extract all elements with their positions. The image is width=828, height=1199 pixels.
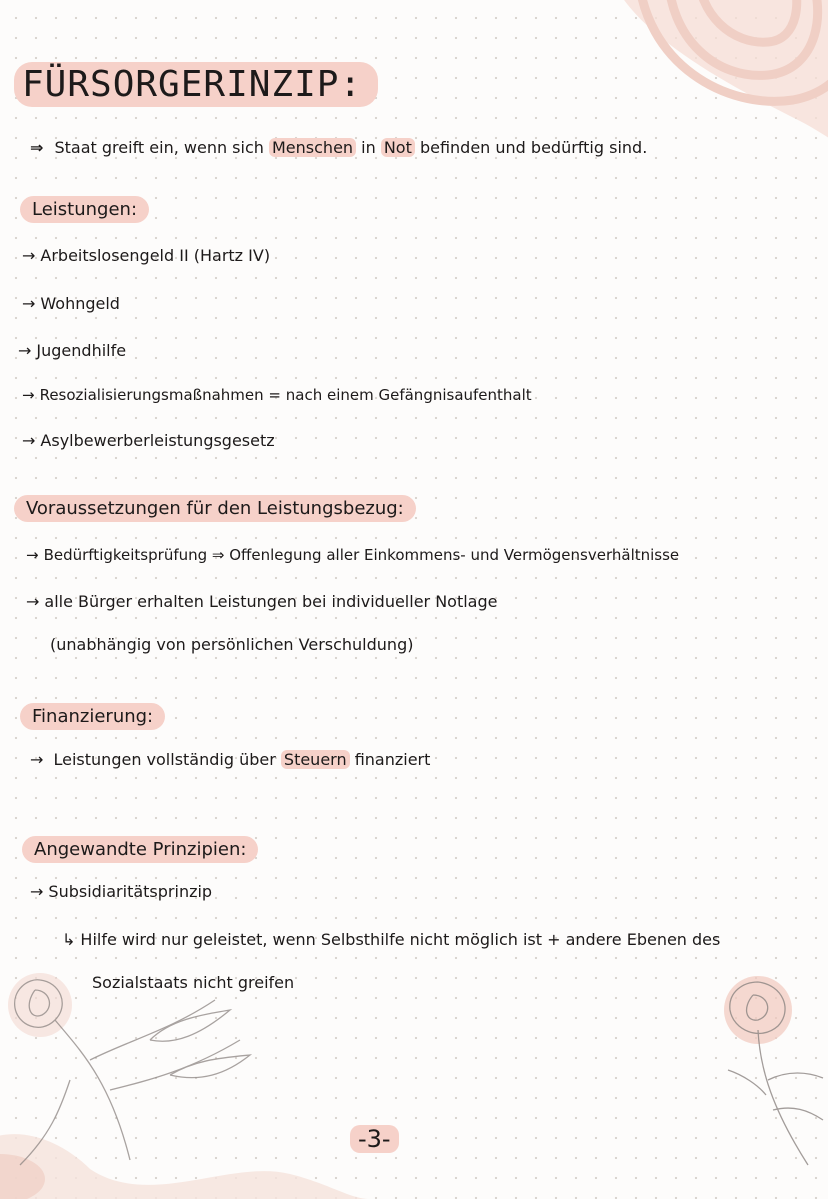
prinzipien-sub-line xyxy=(62,930,720,949)
list-item-label: Resozialisierungsmaßnahmen = nach einem Gefängnisaufenthalt xyxy=(39,386,532,404)
intro-highlight-not: Not xyxy=(381,138,415,157)
finanzierung-text-before: Leistungen vollständig über xyxy=(53,750,276,769)
arrow-icon: → xyxy=(22,386,35,404)
arrow-icon: → xyxy=(30,882,44,901)
finanzierung-heading: Finanzierung: xyxy=(20,703,165,730)
finanzierung-highlight-steuern: Steuern xyxy=(281,750,350,769)
voraussetzungen-note: (unabhängig von persönlichen Verschuldung) xyxy=(50,635,414,654)
list-item xyxy=(18,341,126,360)
page-number: -3- xyxy=(350,1125,399,1153)
rose-sketch-right-decoration xyxy=(698,960,828,1169)
arrow-icon: → xyxy=(22,431,36,450)
list-item-label: alle Bürger erhalten Leistungen bei individueller Notlage xyxy=(44,592,498,611)
intro-highlight-menschen: Menschen xyxy=(269,138,356,157)
prinzipien-heading: Angewandte Prinzipien: xyxy=(22,836,258,863)
intro-text-after: befinden und bedürftig sind. xyxy=(419,138,648,157)
finanzierung-line xyxy=(30,750,430,769)
list-item xyxy=(26,546,679,564)
double-arrow-icon: ⇒ xyxy=(30,138,44,157)
list-item xyxy=(22,294,120,313)
list-item xyxy=(22,246,270,265)
list-item xyxy=(22,386,532,404)
arrow-icon: → xyxy=(26,546,39,564)
page-title: FÜRSORGERINZIP: xyxy=(14,62,378,107)
finanzierung-text-after: finanziert xyxy=(354,750,431,769)
list-item-label: Asylbewerberleistungsgesetz xyxy=(40,431,275,450)
leistungen-heading: Leistungen: xyxy=(20,196,149,223)
voraussetzungen-heading: Voraussetzungen für den Leistungsbezug: xyxy=(14,495,416,522)
intro-text-middle: in xyxy=(361,138,376,157)
sub-line-text: Hilfe wird nur geleistet, wenn Selbsthilfe nicht möglich ist + andere Ebenen des xyxy=(80,930,721,949)
list-item-label: Jugendhilfe xyxy=(36,341,127,360)
list-item-label: Wohngeld xyxy=(40,294,120,313)
arrow-icon: → xyxy=(18,341,32,360)
list-item xyxy=(30,882,212,901)
arrow-icon: → xyxy=(22,246,36,265)
list-item xyxy=(22,431,275,450)
list-item-label: Subsidiaritätsprinzip xyxy=(48,882,213,901)
intro-line xyxy=(30,138,647,157)
prinzipien-sub-line-continued: Sozialstaats nicht greifen xyxy=(92,973,295,992)
list-item-label: Bedürftigkeitsprüfung ⇒ Offenlegung aller Einkommens- und Vermögensverhältnisse xyxy=(43,546,680,564)
corner-swirl-decoration xyxy=(568,0,828,185)
sub-arrow-icon: ↳ xyxy=(62,930,76,949)
arrow-icon: → xyxy=(30,750,44,769)
list-item xyxy=(26,592,497,611)
intro-text-before: Staat greift ein, wenn sich xyxy=(54,138,264,157)
arrow-icon: → xyxy=(22,294,36,313)
list-item-label: Arbeitslosengeld II (Hartz IV) xyxy=(40,246,271,265)
arrow-icon: → xyxy=(26,592,40,611)
